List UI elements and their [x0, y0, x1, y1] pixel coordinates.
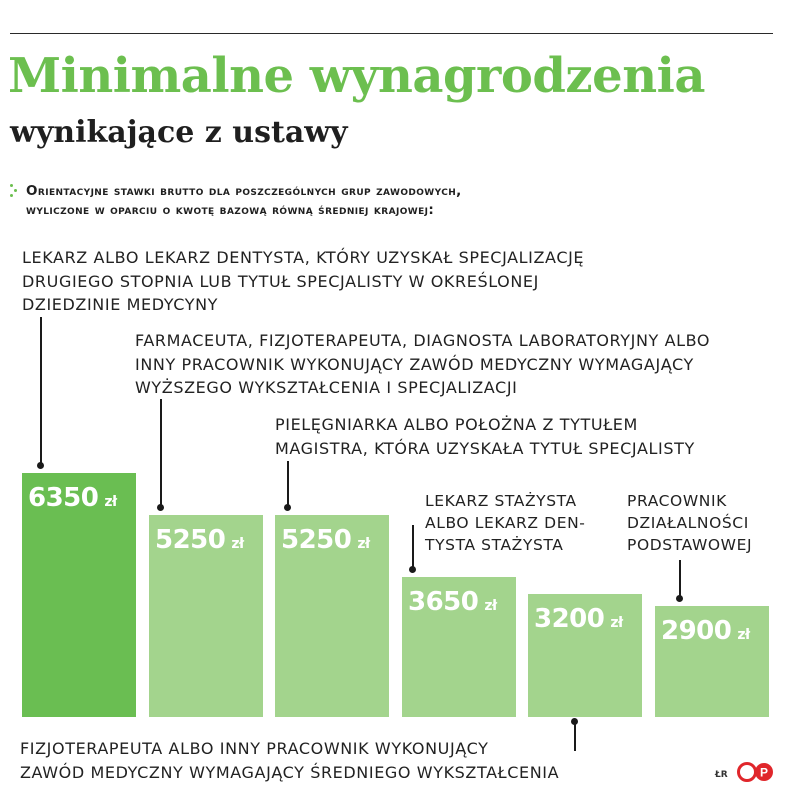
bar — [655, 606, 769, 717]
category-label: PRACOWNIK DZIAŁALNOŚCI PODSTAWOWEJ — [627, 492, 753, 554]
leader-line — [40, 317, 42, 465]
top-rule — [10, 33, 773, 34]
bar-value-label: 2900 zł — [661, 616, 750, 646]
bar — [22, 473, 136, 717]
bar — [402, 577, 516, 717]
leader-line — [574, 721, 576, 751]
leader-dot — [571, 718, 578, 725]
chart-title: Minimalne wynagrodzenia — [8, 48, 705, 104]
leader-dot — [37, 462, 44, 469]
author-credit: ŁR — [715, 770, 728, 780]
category-label: PIELĘGNIARKA ALBO POŁOŻNA Z TYTUŁEM MAGISTRA, KTÓRA UZYSKAŁA TYTUŁ SPECJALISTY — [275, 415, 695, 458]
category-label: FARMACEUTA, FIZJOTERAPEUTA, DIAGNOSTA LABORATORYJNY ALBO INNY PRACOWNIK WYKONUJĄCY ZAWÓD MEDYCZNY WYMAGAJĄCY WYŻSZEGO WYKSZTAŁCENIA I SPECJALIZACJI — [135, 331, 711, 397]
svg-text:P: P — [759, 765, 769, 780]
chart-subtitle: wynikające z ustawy — [10, 115, 348, 150]
bar-value-label: 5250 zł — [155, 525, 244, 555]
bar-value-label: 5250 zł — [281, 525, 370, 555]
leader-dot — [409, 566, 416, 573]
note-text: Orientacyjne stawki brutto dla poszczególnych grup zawodowych, wyliczone w oparciu o kwotę bazową równą średniej krajowej: — [26, 183, 462, 218]
leader-line — [160, 399, 162, 507]
leader-dot — [676, 595, 683, 602]
publisher-logo — [737, 762, 775, 782]
bar — [275, 515, 389, 717]
category-label: FIZJOTERAPEUTA ALBO INNY PRACOWNIK WYKONUJĄCY ZAWÓD MEDYCZNY WYMAGAJĄCY ŚREDNIEGO WYKSZTAŁCENIA — [20, 739, 560, 782]
leader-dot — [157, 504, 164, 511]
bar-value-label: 6350 zł — [28, 483, 117, 513]
leader-dot — [284, 504, 291, 511]
leader-line — [412, 525, 414, 569]
leader-line — [679, 560, 681, 598]
chart-note — [10, 182, 790, 220]
bar-value-label: 3650 zł — [408, 587, 497, 617]
category-label: LEKARZ STAŻYSTA ALBO LEKARZ DEN- TYSTA STAŻYSTA — [425, 492, 586, 554]
bar — [149, 515, 263, 717]
bar-value-label: 3200 zł — [534, 604, 623, 634]
leader-line — [287, 461, 289, 507]
colon-dots-icon — [10, 184, 18, 198]
bar — [528, 594, 642, 717]
category-label: LEKARZ ALBO LEKARZ DENTYSTA, KTÓRY UZYSKAŁ SPECJALIZACJĘ DRUGIEGO STOPNIA LUB TYTUŁ SPECJALISTY W OKREŚLONEJ DZIEDZINIE MEDYCYNY — [22, 248, 585, 314]
